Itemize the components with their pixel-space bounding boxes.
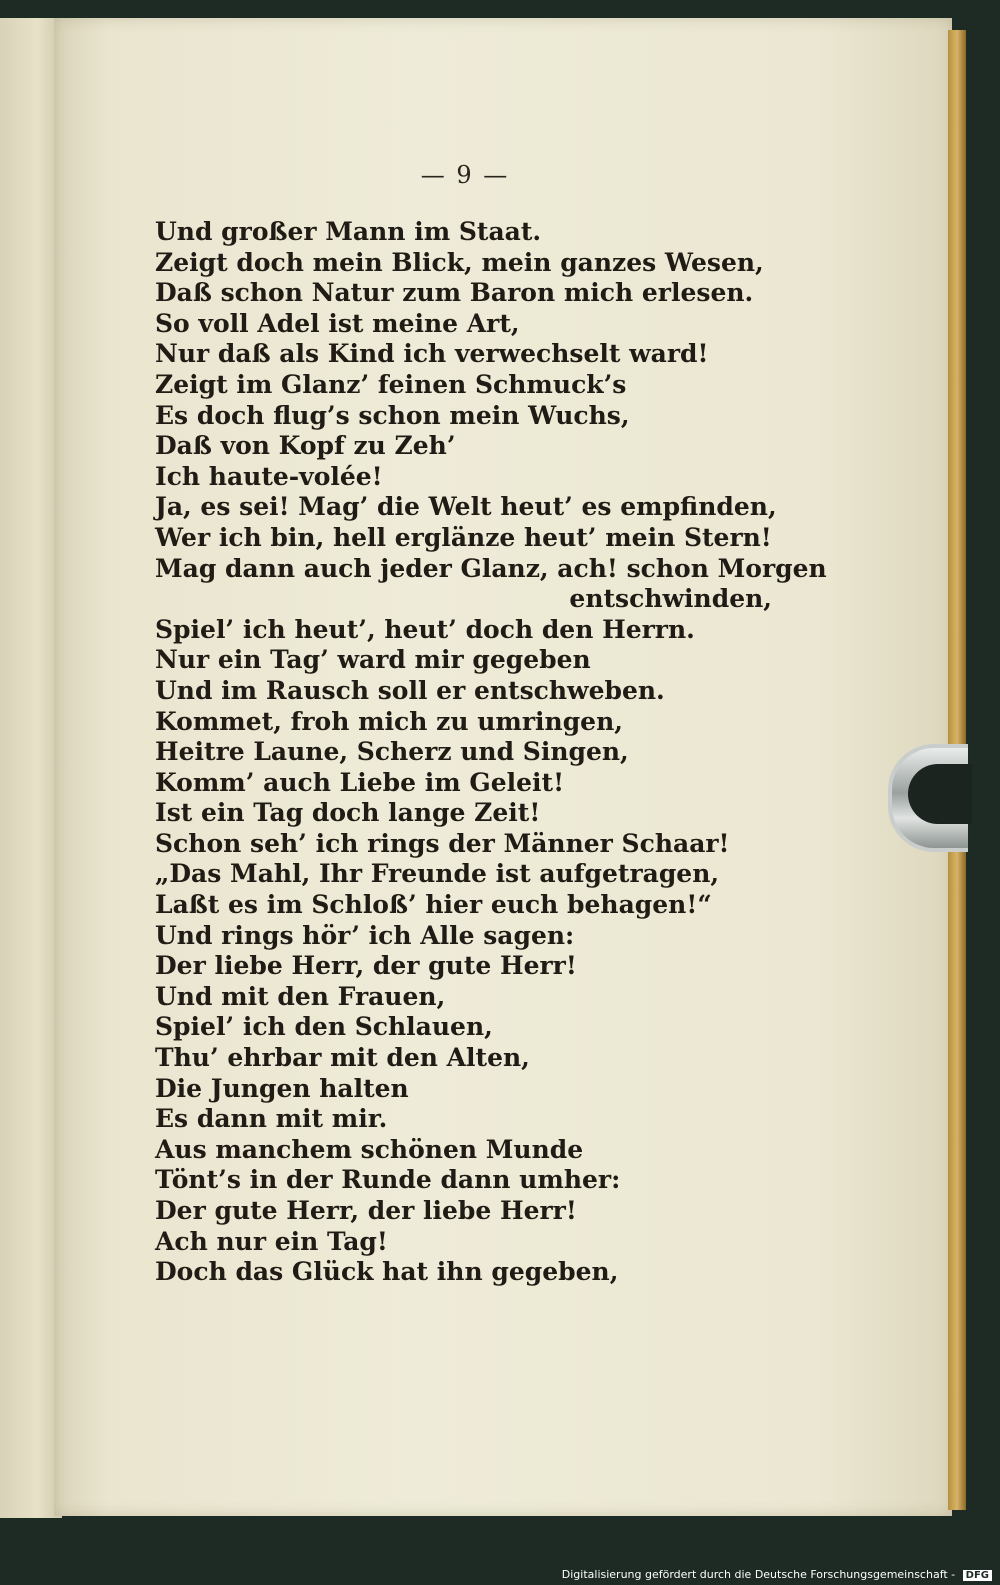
text-line: Es dann mit mir. <box>155 1104 388 1134</box>
text-line: Heitre Laune, Scherz und Singen, <box>155 737 629 767</box>
page-number: — 9 — <box>420 161 510 189</box>
text-line: Und mit den Frauen, <box>155 981 446 1011</box>
text-line: So voll Adel ist meine Art, <box>155 308 520 338</box>
text-line: Und im Rausch soll er entschweben. <box>155 675 665 705</box>
text-line: Ist ein Tag doch lange Zeit! <box>155 798 541 828</box>
text-line: Und großer Mann im Staat. <box>155 217 542 246</box>
text-line: Es doch flug’s schon mein Wuchs, <box>155 400 630 430</box>
footer-text: Digitalisierung gefördert durch die Deutsche Forschungsgemeinschaft - <box>561 1568 956 1581</box>
text-line-continuation: entschwinden, <box>569 584 772 614</box>
text-line: Der liebe Herr, der gute Herr! <box>155 951 577 981</box>
text-line: Tönt’s in der Runde dann umher: <box>155 1165 621 1195</box>
text-line: Laßt es im Schloß’ hier euch behagen!“ <box>155 890 712 920</box>
page-clip <box>888 744 968 852</box>
text-line: Ach nur ein Tag! <box>155 1226 388 1256</box>
poem-text <box>155 217 827 1288</box>
text-line: Wer ich bin, hell erglänze heut’ mein Stern! <box>155 522 772 552</box>
text-line: Spiel’ ich heut’, heut’ doch den Herrn. <box>155 614 695 644</box>
facing-page-edge <box>0 18 62 1518</box>
digitization-footer <box>562 1568 992 1581</box>
clip-opening <box>908 764 972 824</box>
text-line: Ja, es sei! Mag’ die Welt heut’ es empfinden, <box>155 492 777 522</box>
dfg-logo-icon: DFG <box>963 1570 992 1581</box>
text-line: Kommet, froh mich zu umringen, <box>155 706 623 736</box>
text-line: Daß von Kopf zu Zeh’ <box>155 431 456 461</box>
text-line: Daß schon Natur zum Baron mich erlesen. <box>155 278 754 308</box>
text-line: Der gute Herr, der liebe Herr! <box>155 1196 577 1225</box>
text-line: Thu’ ehrbar mit den Alten, <box>155 1043 530 1073</box>
text-line: Zeigt im Glanz’ feinen Schmuck’s <box>155 369 627 399</box>
text-line: Schon seh’ ich rings der Männer Schaar! <box>155 828 730 858</box>
text-line: Die Jungen halten <box>155 1073 409 1103</box>
text-line: Mag dann auch jeder Glanz, ach! schon Morgen <box>155 553 827 583</box>
text-line: Doch das Glück hat ihn gegeben, <box>155 1257 619 1287</box>
text-line: Nur ein Tag’ ward mir gegeben <box>155 645 591 675</box>
text-line: Aus manchem schönen Munde <box>155 1134 584 1164</box>
text-line: Zeigt doch mein Blick, mein ganzes Wesen, <box>155 247 764 277</box>
text-line: Spiel’ ich den Schlauen, <box>155 1012 493 1042</box>
text-line: Nur daß als Kind ich verwechselt ward! <box>155 339 709 369</box>
text-line: Komm’ auch Liebe im Geleit! <box>155 767 565 797</box>
text-line: Ich haute-volée! <box>155 461 383 491</box>
text-line: „Das Mahl, Ihr Freunde ist aufgetragen, <box>155 859 720 889</box>
text-line: Und rings hör’ ich Alle sagen: <box>155 920 575 950</box>
